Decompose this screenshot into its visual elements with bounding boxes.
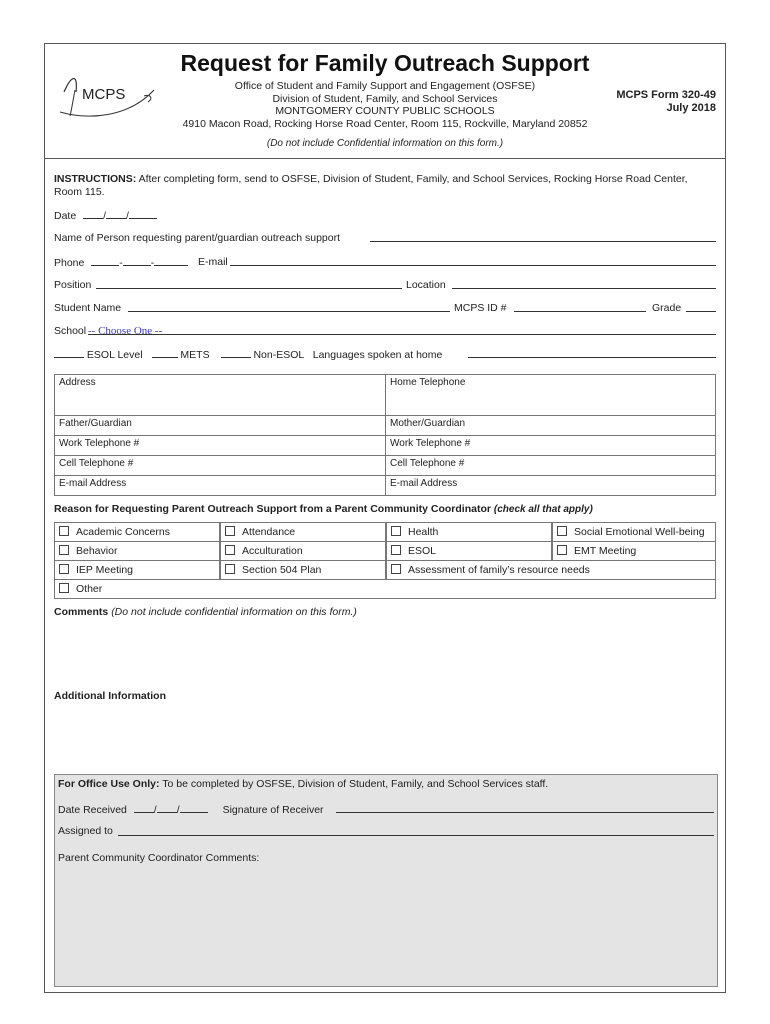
assigned-to-field[interactable]: [118, 825, 714, 836]
location-field[interactable]: [452, 278, 716, 289]
checkbox-icon: [391, 545, 401, 555]
position-row: Position Location: [54, 278, 716, 292]
esol-level-field[interactable]: [54, 347, 84, 358]
checkbox-behavior[interactable]: Behavior: [54, 541, 220, 561]
phone-area-field[interactable]: [91, 255, 119, 266]
email-field[interactable]: [230, 255, 716, 266]
checkbox-esol[interactable]: ESOL: [386, 541, 552, 561]
form-title: Request for Family Outreach Support: [180, 50, 590, 76]
address-line: 4910 Macon Road, Rocking Horse Road Center, Room 115, Rockville, Maryland 20852: [182, 118, 588, 130]
mother-email-cell[interactable]: E-mail Address: [386, 476, 716, 496]
date-year-field[interactable]: [129, 208, 157, 219]
additional-info-field[interactable]: [54, 706, 716, 768]
requester-field[interactable]: [370, 231, 716, 242]
phone-row: Phone - - E-mail: [54, 255, 716, 269]
esol-row: ESOL Level METS Non-ESOL Languages spoken at home: [54, 347, 716, 361]
father-email-cell[interactable]: E-mail Address: [55, 476, 386, 496]
checkbox-icon: [225, 545, 235, 555]
mets-field[interactable]: [152, 347, 178, 358]
checkbox-academic-concerns[interactable]: Academic Concerns: [54, 522, 220, 542]
checkbox-icon: [391, 564, 401, 574]
mother-cell-telephone-cell[interactable]: Cell Telephone #: [386, 456, 716, 476]
non-esol-field[interactable]: [221, 347, 251, 358]
mother-guardian-cell[interactable]: Mother/Guardian: [386, 416, 716, 436]
checkbox-section-504[interactable]: Section 504 Plan: [220, 560, 386, 580]
contact-table: [54, 374, 716, 496]
svg-text:MCPS: MCPS: [82, 86, 126, 103]
address-cell[interactable]: Address: [55, 375, 386, 416]
received-year-field[interactable]: [180, 802, 208, 813]
date-day-field[interactable]: [106, 208, 126, 219]
checkbox-icon: [59, 564, 69, 574]
instructions: INSTRUCTIONS: After completing form, send to OSFSE, Division of Student, Family, and School Services, Rocking Horse Road Center, Room 115.: [54, 173, 688, 198]
comments-label: Comments (Do not include confidential information on this form.): [54, 606, 357, 618]
office-name: Office of Student and Family Support and Engagement (OSFSE): [234, 80, 536, 92]
date-received-row: Date Received / / Signature of Receiver: [58, 802, 714, 816]
comments-field[interactable]: [54, 622, 716, 684]
checkbox-icon: [59, 583, 69, 593]
checkbox-icon: [557, 526, 567, 536]
position-field[interactable]: [96, 278, 402, 289]
grade-field[interactable]: [686, 301, 716, 312]
mother-work-telephone-cell[interactable]: Work Telephone #: [386, 436, 716, 456]
district-name: MONTGOMERY COUNTY PUBLIC SCHOOLS: [275, 105, 495, 117]
father-cell-telephone-cell[interactable]: Cell Telephone #: [55, 456, 386, 476]
checkbox-icon: [391, 526, 401, 536]
checkbox-icon: [225, 526, 235, 536]
office-use-heading: For Office Use Only: To be completed by OSFSE, Division of Student, Family, and School Services staff.: [58, 778, 549, 790]
office-use-section: [54, 774, 718, 987]
checkbox-icon: [59, 526, 69, 536]
division-name: Division of Student, Family, and School Services: [272, 93, 498, 105]
checkbox-family-resources[interactable]: Assessment of family’s resource needs: [386, 560, 716, 580]
received-day-field[interactable]: [157, 802, 177, 813]
date-row: Date / /: [54, 208, 716, 222]
pcc-comments-label: Parent Community Coordinator Comments:: [58, 852, 260, 864]
checkbox-iep-meeting[interactable]: IEP Meeting: [54, 560, 220, 580]
signature-field[interactable]: [336, 802, 714, 813]
student-name-field[interactable]: [128, 301, 450, 312]
form-number: MCPS Form 320-49 July 2018: [616, 89, 716, 114]
checkbox-emt-meeting[interactable]: EMT Meeting: [552, 541, 716, 561]
checkbox-acculturation[interactable]: Acculturation: [220, 541, 386, 561]
pcc-comments-field[interactable]: [58, 869, 714, 979]
additional-info-label: Additional Information: [54, 690, 166, 702]
checkbox-health[interactable]: Health: [386, 522, 552, 542]
school-select[interactable]: -- Choose One --: [88, 324, 716, 335]
school-row: School -- Choose One --: [54, 324, 716, 338]
phone-line-field[interactable]: [154, 255, 188, 266]
assigned-to-row: Assigned to: [58, 825, 714, 837]
requester-row: Name of Person requesting parent/guardian outreach support: [54, 231, 716, 245]
father-guardian-cell[interactable]: Father/Guardian: [55, 416, 386, 436]
mcps-id-field[interactable]: [514, 301, 646, 312]
received-month-field[interactable]: [134, 802, 154, 813]
home-telephone-cell[interactable]: Home Telephone: [386, 375, 716, 416]
date-month-field[interactable]: [83, 208, 103, 219]
checkbox-attendance[interactable]: Attendance: [220, 522, 386, 542]
reason-heading: Reason for Requesting Parent Outreach Support from a Parent Community Coordinator (check all that apply): [54, 503, 593, 515]
checkbox-other[interactable]: Other: [54, 579, 716, 599]
checkbox-icon: [225, 564, 235, 574]
father-work-telephone-cell[interactable]: Work Telephone #: [55, 436, 386, 456]
checkbox-icon: [59, 545, 69, 555]
checkbox-icon: [557, 545, 567, 555]
checkbox-social-emotional[interactable]: Social Emotional Well-being: [552, 522, 716, 542]
student-row: Student Name MCPS ID # Grade: [54, 301, 716, 315]
confidential-note: (Do not include Confidential information on this form.): [266, 138, 504, 149]
languages-field[interactable]: [468, 347, 716, 358]
header-divider: [44, 158, 726, 159]
phone-prefix-field[interactable]: [123, 255, 151, 266]
